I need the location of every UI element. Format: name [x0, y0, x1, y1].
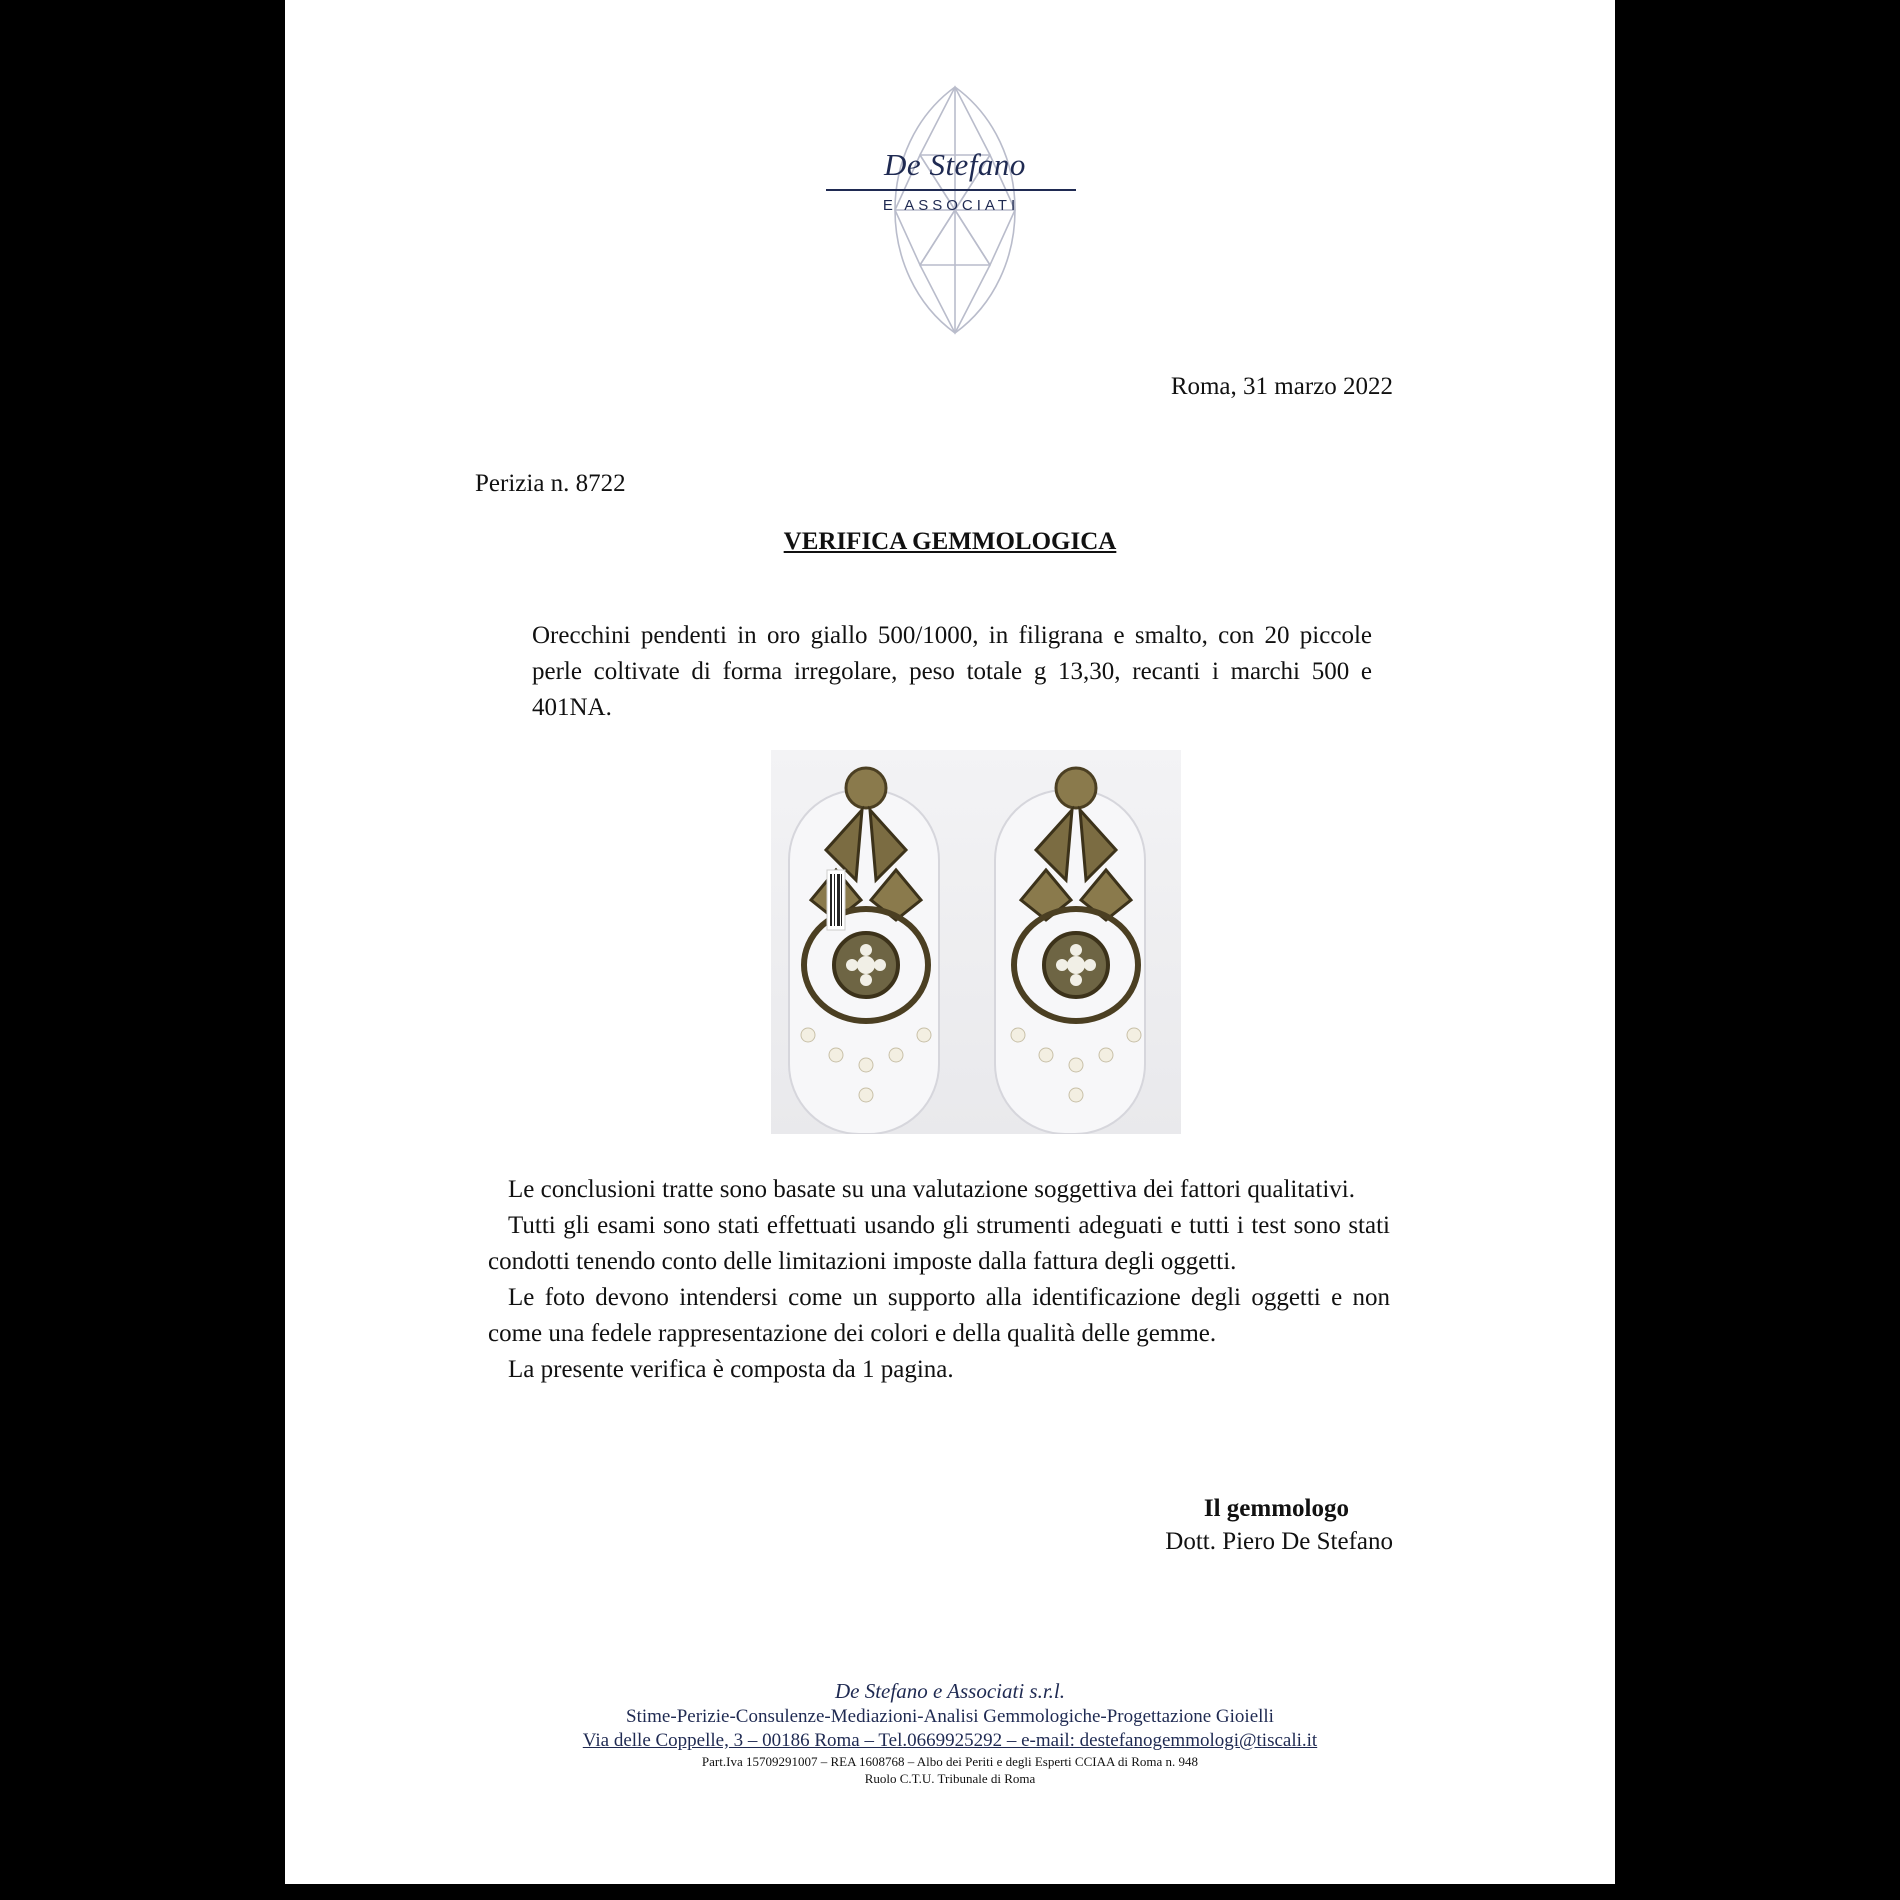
- conclusion-paragraph: Le foto devono intendersi come un supporto alla identificazione degli oggetti e non come una fedele rappresentazione dei colori e della qualità delle gemme.: [488, 1284, 1390, 1347]
- company-logo: [820, 85, 1090, 335]
- earrings-image: [771, 750, 1181, 1134]
- conclusion-paragraph: La presente verifica è composta da 1 pagina.: [508, 1356, 954, 1383]
- logo-name: De Stefano: [884, 147, 1026, 182]
- conclusion-paragraph: Tutti gli esami sono stati effettuati usando gli strumenti adeguati e tutti i test sono stati condotti tenendo conto delle limitazioni imposte dalla fattura degli oggetti.: [488, 1212, 1390, 1275]
- footer-company: De Stefano e Associati s.r.l.: [834, 1679, 1065, 1703]
- footer-services: Stime-Perizie-Consulenze-Mediazioni-Analisi Gemmologiche-Progettazione Gioielli: [626, 1706, 1274, 1727]
- logo-subtitle: E ASSOCIATI: [882, 197, 1020, 214]
- conclusion-paragraph: Le conclusioni tratte sono basate su una valutazione soggettiva dei fattori qualitativi.: [508, 1176, 1355, 1203]
- document-date: Roma, 31 marzo 2022: [1170, 373, 1393, 400]
- footer-registry: Part.Iva 15709291007 – REA 1608768 – Albo dei Periti e degli Esperti CCIAA di Roma n. 948: [701, 1754, 1199, 1769]
- letterhead-footer: [285, 1677, 1615, 1787]
- footer-court: Ruolo C.T.U. Tribunale di Roma: [864, 1771, 1036, 1786]
- reference-number: Perizia n. 8722: [475, 470, 626, 497]
- barcode-tag-icon: [827, 870, 845, 930]
- earrings-photo: [771, 750, 1181, 1134]
- document-title: VERIFICA GEMMOLOGICA: [783, 528, 1117, 555]
- signature-title: Il gemmologo: [1203, 1495, 1349, 1522]
- logo-divider: [826, 189, 1076, 191]
- footer-contact-link[interactable]: Via delle Coppelle, 3 – 00186 Roma – Tel.0669925292 – e-mail: destefanogemmologi@tiscali.it: [582, 1730, 1318, 1751]
- signature-name: Dott. Piero De Stefano: [1165, 1528, 1393, 1555]
- conclusions-section: [488, 1172, 1390, 1388]
- item-description: Orecchini pendenti in oro giallo 500/1000, in filigrana e smalto, con 20 piccole perle coltivate di forma irregolare, peso totale g 13,30, recanti i marchi 500 e 401NA.: [532, 622, 1372, 721]
- document-page: [285, 0, 1615, 1884]
